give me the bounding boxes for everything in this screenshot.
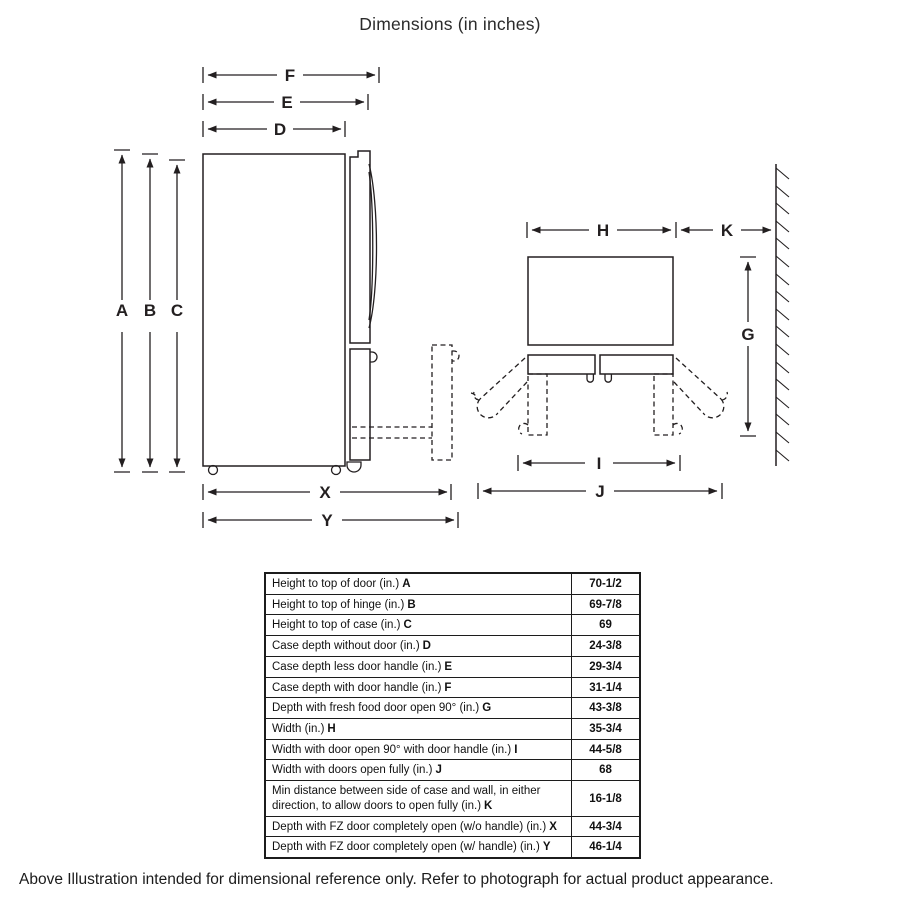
dim-label-a: A bbox=[115, 301, 129, 320]
disclaimer-text: Above Illustration intended for dimensional reference only. Refer to photograph for actual product appearance. bbox=[19, 871, 774, 888]
dimension-desc bbox=[265, 698, 572, 719]
dim-K bbox=[681, 221, 771, 240]
dimension-desc-text: Height to top of case (in.) bbox=[272, 619, 401, 632]
dim-label-c: C bbox=[170, 301, 184, 320]
dimension-letter: B bbox=[407, 598, 416, 611]
left-door-open-90-dashed bbox=[528, 374, 547, 435]
drawer-slide-rails-dashed bbox=[352, 427, 432, 438]
wall bbox=[776, 164, 789, 466]
dimension-desc bbox=[265, 573, 572, 594]
dimension-desc bbox=[265, 719, 572, 740]
dimension-letter: H bbox=[327, 723, 336, 736]
freezer-drawer-front bbox=[350, 349, 370, 460]
right-door-open-fully-dashed bbox=[674, 358, 727, 418]
dimension-letter: J bbox=[435, 764, 442, 777]
left-door-90-handle-dashed bbox=[519, 423, 528, 434]
dimension-value: 43-3/8 bbox=[572, 698, 641, 719]
dim-label-k: K bbox=[720, 221, 734, 240]
dim-label-b: B bbox=[143, 301, 157, 320]
dimension-desc bbox=[265, 816, 572, 837]
dimension-desc-text: Width (in.) bbox=[272, 723, 325, 736]
dimension-letter: I bbox=[514, 743, 518, 756]
left-door-open-fully-dashed bbox=[474, 358, 527, 418]
table-row bbox=[265, 739, 640, 760]
freezer-handle bbox=[370, 352, 377, 362]
dimension-desc-text: Case depth with door handle (in.) bbox=[272, 681, 442, 694]
right-door-open-90-dashed bbox=[654, 374, 673, 435]
dimension-desc bbox=[265, 656, 572, 677]
dim-label-y: Y bbox=[321, 511, 333, 530]
dimension-desc bbox=[265, 781, 572, 816]
dimension-letter: K bbox=[484, 799, 493, 812]
table-row bbox=[265, 594, 640, 615]
dim-C bbox=[169, 160, 185, 472]
dimension-letter: Y bbox=[542, 841, 551, 854]
dimension-value: 69-7/8 bbox=[572, 594, 641, 615]
table-row bbox=[265, 573, 640, 594]
rear-wheel bbox=[209, 466, 218, 475]
dimension-desc bbox=[265, 615, 572, 636]
dimension-desc-text: Width with doors open fully (in.) bbox=[272, 764, 433, 777]
table-row bbox=[265, 837, 640, 858]
door-handles-top bbox=[587, 374, 611, 382]
dimension-desc-text: Width with door open 90° with door handle (in.) bbox=[272, 743, 512, 756]
dimension-desc bbox=[265, 594, 572, 615]
dim-A bbox=[114, 150, 130, 472]
leveling-foot bbox=[347, 462, 361, 472]
right-door-90-handle-dashed bbox=[673, 423, 682, 434]
front-wheel bbox=[332, 466, 341, 475]
table-row bbox=[265, 760, 640, 781]
fridge-side-view bbox=[203, 151, 477, 475]
dimension-desc-text: Height to top of hinge (in.) bbox=[272, 598, 405, 611]
dimensions-table bbox=[264, 572, 641, 859]
dim-B bbox=[142, 154, 158, 472]
dim-X bbox=[203, 483, 451, 502]
fridge-top-view bbox=[474, 257, 728, 435]
table-row bbox=[265, 719, 640, 740]
table-row bbox=[265, 698, 640, 719]
dimension-desc-text: Case depth without door (in.) bbox=[272, 640, 420, 653]
dimension-desc bbox=[265, 636, 572, 657]
dimension-value: 16-1/8 bbox=[572, 781, 641, 816]
dim-G bbox=[740, 257, 756, 436]
dim-H bbox=[527, 221, 676, 240]
dim-label-h: H bbox=[596, 221, 610, 240]
dimension-value: 29-3/4 bbox=[572, 656, 641, 677]
wall-hatching bbox=[776, 168, 789, 461]
dim-label-j: J bbox=[595, 482, 605, 501]
dimension-letter: E bbox=[444, 660, 453, 673]
dim-J bbox=[478, 482, 722, 501]
table-row bbox=[265, 656, 640, 677]
dimension-letter: X bbox=[549, 820, 557, 833]
dimension-desc bbox=[265, 739, 572, 760]
dimension-desc bbox=[265, 837, 572, 858]
dimension-desc-text: Depth with fresh food door open 90° (in.) bbox=[272, 702, 480, 715]
dimension-value: 44-3/4 bbox=[572, 816, 641, 837]
dim-D bbox=[203, 120, 345, 139]
fresh-food-door-side bbox=[350, 151, 370, 343]
dim-E bbox=[203, 93, 368, 112]
left-door-closed bbox=[528, 355, 595, 374]
dim-label-g: G bbox=[741, 325, 755, 344]
dimension-letter: G bbox=[482, 702, 492, 715]
table-row bbox=[265, 677, 640, 698]
dimension-desc-text: Height to top of door (in.) bbox=[272, 578, 400, 590]
dimension-desc-text: Depth with FZ door completely open (w/o handle) (in.) bbox=[272, 820, 547, 833]
table-row bbox=[265, 781, 640, 816]
table-row bbox=[265, 816, 640, 837]
dim-label-d: D bbox=[273, 120, 287, 139]
dimension-letter: F bbox=[444, 681, 452, 694]
case-side-outline bbox=[203, 154, 345, 466]
dimension-value: 31-1/4 bbox=[572, 677, 641, 698]
dimension-value: 69 bbox=[572, 615, 641, 636]
dim-label-x: X bbox=[319, 483, 331, 502]
dim-I bbox=[518, 454, 680, 473]
dimension-desc-text: Min distance between side of case and wall, in either direction, to allow doors to open fully (in.) bbox=[272, 785, 541, 812]
dimension-letter: A bbox=[402, 578, 411, 590]
case-top-outline bbox=[528, 257, 673, 345]
dimension-value: 35-3/4 bbox=[572, 719, 641, 740]
dimension-value: 70-1/2 bbox=[572, 573, 641, 594]
right-door-closed bbox=[600, 355, 673, 374]
dimension-desc-text: Case depth less door handle (in.) bbox=[272, 660, 442, 673]
dimension-letter: C bbox=[403, 619, 412, 632]
dimension-value: 24-3/8 bbox=[572, 636, 641, 657]
dim-label-f: F bbox=[284, 66, 296, 85]
dimension-value: 68 bbox=[572, 760, 641, 781]
dim-label-i: I bbox=[596, 454, 602, 473]
table-row bbox=[265, 615, 640, 636]
dimension-value: 46-1/4 bbox=[572, 837, 641, 858]
freezer-door-open-outline bbox=[432, 345, 452, 460]
dimension-letter: D bbox=[422, 640, 431, 653]
dim-F bbox=[203, 66, 379, 85]
freezer-door-open-handle bbox=[452, 351, 459, 361]
dim-label-e: E bbox=[281, 93, 293, 112]
table-row bbox=[265, 636, 640, 657]
dimension-value: 44-5/8 bbox=[572, 739, 641, 760]
page-title: Dimensions (in inches) bbox=[359, 14, 541, 34]
dim-Y bbox=[203, 511, 458, 530]
dimension-desc bbox=[265, 760, 572, 781]
dimension-desc bbox=[265, 677, 572, 698]
dimension-desc-text: Depth with FZ door completely open (w/ handle) (in.) bbox=[272, 841, 540, 854]
